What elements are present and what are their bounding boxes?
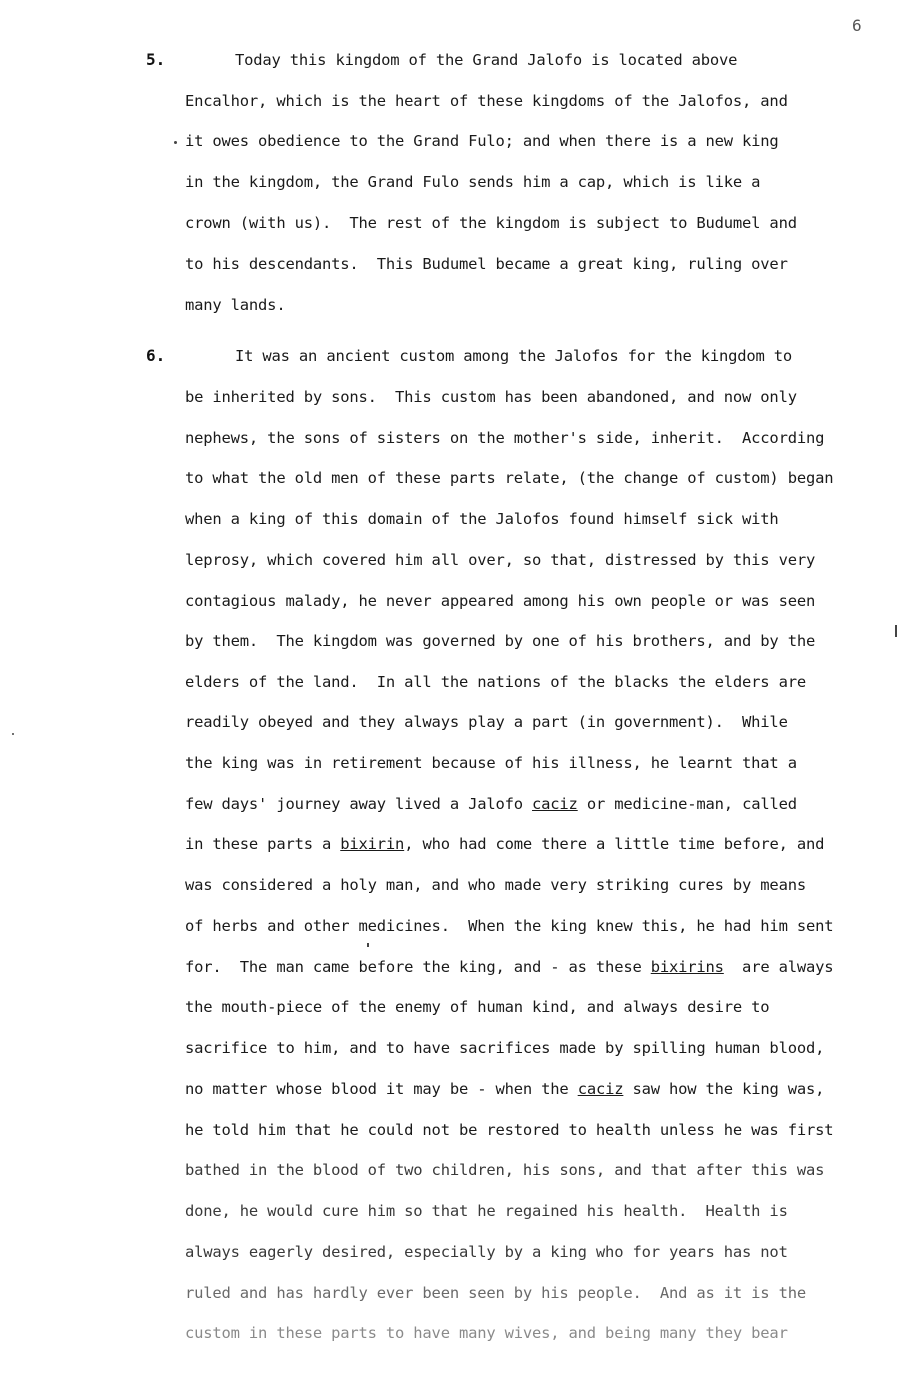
paragraph-number: 6. xyxy=(146,346,166,365)
text-line xyxy=(185,834,824,854)
underlined-term: bixirins xyxy=(650,958,724,976)
text-line: to his descendants. This Budumel became a great king, ruling over xyxy=(185,255,788,273)
text-line: the mouth-piece of the enemy of human kind, and always desire to xyxy=(185,998,770,1016)
text-line: crown (with us). The rest of the kingdom is subject to Budumel and xyxy=(185,214,797,232)
text-line: by them. The kingdom was governed by one of his brothers, and by the xyxy=(185,632,816,650)
text-line: bathed in the blood of two children, his sons, and that after this was xyxy=(185,1161,825,1179)
scan-mark xyxy=(367,943,369,947)
text-line: was considered a holy man, and who made very striking cures by means xyxy=(185,876,806,894)
text-segment: no matter whose blood it may be - when the xyxy=(185,1080,569,1098)
text-segment: saw how the king was, xyxy=(623,1080,825,1098)
text-line: be inherited by sons. This custom has been abandoned, and now only xyxy=(185,388,797,406)
text-line: readily obeyed and they always play a part (in government). While xyxy=(185,713,788,731)
scan-mark xyxy=(12,733,14,735)
text-line: It was an ancient custom among the Jalofos for the kingdom to xyxy=(235,347,793,365)
text-line: Today this kingdom of the Grand Jalofo is located above xyxy=(235,51,738,69)
scan-mark xyxy=(174,141,177,144)
text-line: ruled and has hardly ever been seen by his people. And as it is the xyxy=(185,1284,806,1302)
text-line: custom in these parts to have many wives, and being many they bear xyxy=(185,1324,788,1342)
underlined-term: bixirin xyxy=(340,835,405,853)
text-line: many lands. xyxy=(185,296,286,314)
text-line: he told him that he could not be restored to health unless he was first xyxy=(185,1121,834,1139)
text-segment: or medicine-man, called xyxy=(577,795,797,813)
scan-mark xyxy=(895,625,897,637)
text-line: in the kingdom, the Grand Fulo sends him a cap, which is like a xyxy=(185,173,761,191)
text-segment: , who had come there a little time before, and xyxy=(404,835,825,853)
text-line xyxy=(185,957,833,977)
text-line: always eagerly desired, especially by a king who for years has not xyxy=(185,1243,788,1261)
text-line: it owes obedience to the Grand Fulo; and when there is a new king xyxy=(185,132,779,150)
text-line: when a king of this domain of the Jalofos found himself sick with xyxy=(185,510,779,528)
underlined-term: caciz xyxy=(577,1080,624,1098)
text-line: Encalhor, which is the heart of these kingdoms of the Jalofos, and xyxy=(185,92,788,110)
text-line: contagious malady, he never appeared among his own people or was seen xyxy=(185,592,816,610)
paragraph-number: 5. xyxy=(146,50,166,69)
text-line: done, he would cure him so that he regained his health. Health is xyxy=(185,1202,788,1220)
text-line: leprosy, which covered him all over, so that, distressed by this very xyxy=(185,551,816,569)
text-segment: in these parts a xyxy=(185,835,332,853)
text-segment: are always xyxy=(723,958,834,976)
text-segment: few days' journey away lived a Jalofo xyxy=(185,795,523,813)
underlined-term: caciz xyxy=(532,795,578,813)
text-line xyxy=(185,1079,824,1099)
text-line: nephews, the sons of sisters on the mother's side, inherit. According xyxy=(185,429,825,447)
page-number: 6 xyxy=(852,16,862,35)
text-segment: for. The man came before the king, and - as these xyxy=(185,958,642,976)
text-line: elders of the land. In all the nations of the blacks the elders are xyxy=(185,673,806,691)
text-line: of herbs and other medicines. When the king knew this, he had him sent xyxy=(185,917,834,935)
text-line: the king was in retirement because of his illness, he learnt that a xyxy=(185,754,797,772)
text-line xyxy=(185,794,797,814)
text-line: to what the old men of these parts relate, (the change of custom) began xyxy=(185,469,834,487)
text-line: sacrifice to him, and to have sacrifices made by spilling human blood, xyxy=(185,1039,825,1057)
